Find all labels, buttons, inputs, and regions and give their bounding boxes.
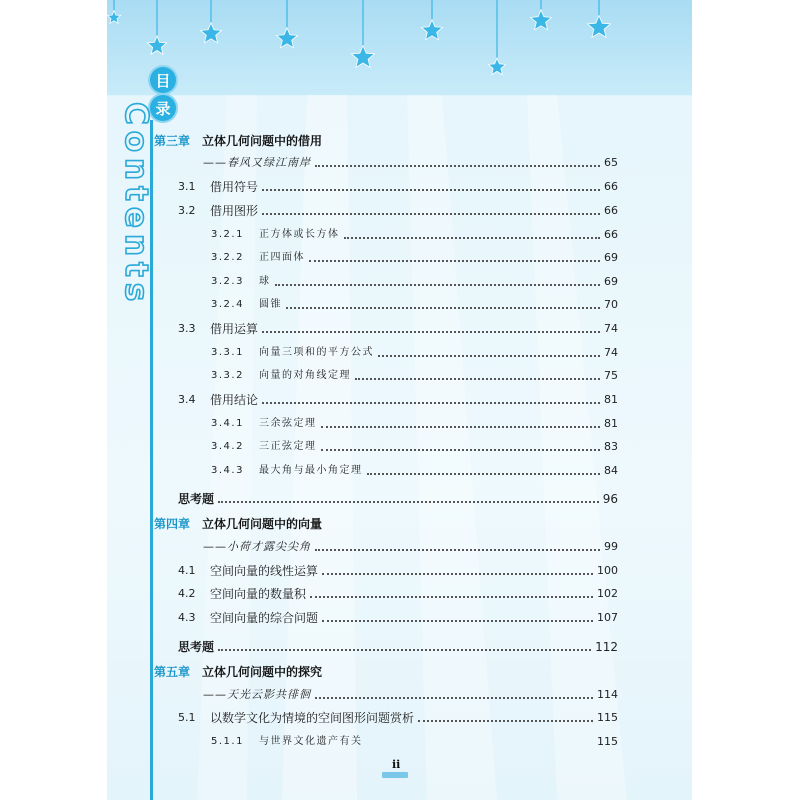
epigraph-text: ——春风又绿江南岸 — [203, 156, 311, 169]
section-number: 3.1 — [178, 180, 196, 193]
toc-entry-3-2-3[interactable] — [211, 275, 618, 289]
section-title: 以数学文化为情境的空间图形问题赏析 — [210, 711, 415, 725]
section-number: 3.2 — [178, 204, 196, 217]
dot-leader — [355, 378, 600, 380]
toc-entry-3-4-2[interactable] — [211, 440, 618, 454]
mulu-char-2: 录 — [150, 95, 176, 121]
dot-leader — [286, 307, 600, 309]
section-title: 空间向量的数量积 — [210, 587, 307, 601]
section-title: 球 — [259, 276, 271, 287]
chapter-4-epigraph[interactable] — [203, 540, 618, 554]
dot-leader — [378, 355, 600, 357]
section-title: 正四面体 — [259, 252, 305, 263]
page-number: 99 — [604, 540, 618, 553]
section-number: 5.1.1 — [211, 736, 244, 747]
hanging-star-icon — [588, 0, 611, 37]
page-number: 81 — [604, 417, 618, 430]
page-number: 66 — [604, 180, 618, 193]
section-title: 向量的对角线定理 — [259, 370, 351, 381]
page-number: 112 — [595, 640, 618, 654]
section-title: 空间向量的综合问题 — [210, 611, 319, 625]
toc-entry-3-4-1[interactable] — [211, 417, 618, 431]
page-number: 69 — [604, 275, 618, 288]
toc-entry-3-3-2[interactable] — [211, 369, 618, 383]
page-number: 107 — [597, 611, 618, 624]
dot-leader — [218, 649, 591, 651]
toc-entry-3-4[interactable] — [178, 393, 618, 407]
page-number: 74 — [604, 346, 618, 359]
toc-entry-4-1[interactable] — [178, 564, 618, 578]
toc-entry-5-1[interactable] — [178, 711, 618, 725]
section-number: 4.2 — [178, 587, 196, 600]
chapter-title: 立体几何问题中的借用 — [202, 133, 323, 148]
page-number: 102 — [597, 587, 618, 600]
dot-leader — [322, 620, 593, 622]
dot-leader — [344, 237, 601, 239]
section-title: 圆锥 — [259, 299, 282, 310]
toc-entry-4-3[interactable] — [178, 611, 618, 625]
epigraph-text: ——天光云影共徘徊 — [203, 688, 311, 701]
chapter-3-epigraph[interactable] — [203, 156, 618, 170]
section-number: 3.4 — [178, 393, 196, 406]
toc-entry-3-3[interactable] — [178, 322, 618, 336]
page-number: 114 — [597, 688, 618, 701]
contents-title: Contents — [118, 102, 154, 308]
hanging-star-icon — [148, 0, 167, 54]
section-number: 3.3 — [178, 322, 196, 335]
hanging-stars — [107, 0, 692, 95]
page-number-footer: ii — [392, 758, 401, 771]
chapter-3-heading[interactable] — [154, 130, 322, 150]
section-number: 3.3.2 — [211, 370, 244, 381]
section-number: 3.4.1 — [211, 418, 244, 429]
hanging-star-icon — [277, 0, 298, 48]
chapter-label: 第四章 — [154, 516, 191, 531]
dot-leader — [262, 213, 600, 215]
section-number: 5.1 — [178, 711, 196, 724]
hanging-star-icon — [107, 0, 120, 23]
chapter-label: 第三章 — [154, 133, 191, 148]
dot-leader — [315, 165, 600, 167]
section-title: 三余弦定理 — [259, 418, 317, 429]
toc-entry-3-3-1[interactable] — [211, 346, 618, 360]
toc-entry-3-2-4[interactable] — [211, 298, 618, 312]
page-number: 69 — [604, 251, 618, 264]
section-title: 向量三项和的平方公式 — [259, 347, 374, 358]
dot-leader — [315, 549, 600, 551]
toc-entry-ch3-exercises[interactable] — [178, 492, 618, 506]
hanging-star-icon — [352, 0, 375, 67]
toc-entry-4-2[interactable] — [178, 587, 618, 601]
dot-leader — [262, 189, 600, 191]
dot-leader — [309, 260, 600, 262]
page-number: 96 — [602, 492, 618, 506]
section-title: 空间向量的线性运算 — [210, 564, 319, 578]
section-number: 3.2.3 — [211, 276, 244, 287]
toc-entry-3-2[interactable] — [178, 204, 618, 218]
dot-leader — [367, 745, 594, 746]
dot-leader — [275, 284, 601, 286]
page-number: 84 — [604, 464, 618, 477]
page-number: 100 — [597, 564, 618, 577]
dot-leader — [310, 596, 593, 598]
dot-leader — [315, 697, 593, 699]
toc-entry-3-2-1[interactable] — [211, 228, 618, 242]
dot-leader — [321, 449, 601, 451]
toc-entry-3-2-2[interactable] — [211, 251, 618, 265]
hanging-star-icon — [531, 0, 552, 30]
page-number: 70 — [604, 298, 618, 311]
dot-leader — [418, 720, 593, 722]
footer-bar — [382, 772, 408, 778]
chapter-label: 第五章 — [154, 664, 191, 679]
section-number: 3.2.1 — [211, 229, 244, 240]
section-number: 3.2.2 — [211, 252, 244, 263]
page-number: 74 — [604, 322, 618, 335]
dot-leader — [322, 573, 593, 575]
hanging-star-icon — [201, 0, 222, 43]
section-number: 3.4.2 — [211, 441, 244, 452]
section-title: 思考题 — [178, 640, 215, 654]
page-number: 75 — [604, 369, 618, 382]
epigraph-text: ——小荷才露尖尖角 — [203, 540, 311, 553]
dot-leader — [367, 473, 601, 475]
section-title: 借用图形 — [210, 204, 259, 218]
chapter-5-epigraph[interactable] — [203, 688, 618, 702]
dot-leader — [321, 426, 601, 428]
hanging-star-icon — [488, 0, 505, 75]
section-number: 3.2.4 — [211, 299, 244, 310]
section-title: 最大角与最小角定理 — [259, 465, 363, 476]
toc-entry-3-4-3[interactable] — [211, 464, 618, 478]
dot-leader — [218, 501, 599, 503]
toc-entry-3-1[interactable] — [178, 180, 618, 194]
section-title: 借用运算 — [210, 322, 259, 336]
dot-leader — [262, 331, 600, 333]
section-number: 4.1 — [178, 564, 196, 577]
chapter-4-heading[interactable] — [154, 513, 322, 533]
section-number: 3.3.1 — [211, 347, 244, 358]
section-title: 三正弦定理 — [259, 441, 317, 452]
mulu-char-1: 目 — [150, 67, 176, 93]
page-number: 81 — [604, 393, 618, 406]
chapter-title: 立体几何问题中的探究 — [202, 664, 323, 679]
section-title: 正方体或长方体 — [259, 229, 340, 240]
chapter-5-heading[interactable] — [154, 661, 322, 681]
page-number: 66 — [604, 204, 618, 217]
toc-entry-ch4-exercises[interactable] — [178, 640, 618, 654]
page-number: 65 — [604, 156, 618, 169]
section-title: 借用符号 — [210, 180, 259, 194]
page-number: 115 — [597, 711, 618, 724]
section-title: 思考题 — [178, 492, 215, 506]
page-number: 83 — [604, 440, 618, 453]
dot-leader — [262, 402, 600, 404]
section-title: 与世界文化遗产有关 — [259, 736, 363, 747]
section-number: 3.4.3 — [211, 465, 244, 476]
page-number: 66 — [604, 228, 618, 241]
page-number: 115 — [597, 735, 618, 748]
chapter-title: 立体几何问题中的向量 — [202, 516, 323, 531]
section-number: 4.3 — [178, 611, 196, 624]
hanging-star-icon — [422, 0, 443, 40]
section-title: 借用结论 — [210, 393, 259, 407]
toc-entry-5-1-1[interactable] — [211, 735, 618, 749]
